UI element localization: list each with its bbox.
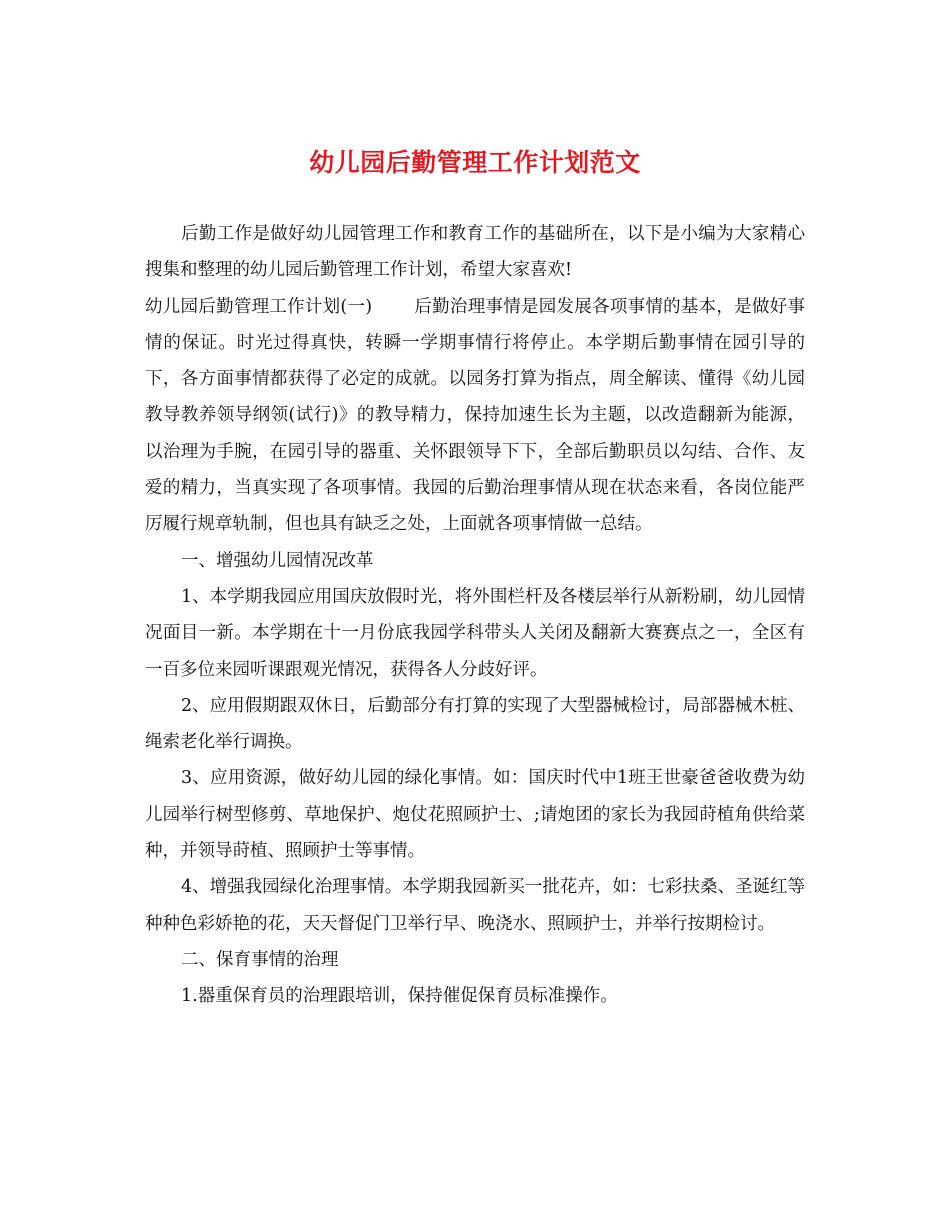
plan-heading: 幼儿园后勤管理工作计划(一) xyxy=(145,296,373,317)
list-item-4: 4、增强我园绿化治理事情。本学期我园新买一批花卉，如：七彩扶桑、圣诞红等种种色彩娇艳的花，天天督促门卫举行早、晚浇水、照顾护士，并举行按期检讨。 xyxy=(145,877,805,934)
section-heading-1: 一、增强幼儿园情况改革 xyxy=(181,550,374,571)
plan-paragraph xyxy=(145,289,805,543)
document-title: 幼儿园后勤管理工作计划范文 xyxy=(309,148,641,177)
plan-intro-text: 后勤治理事情是园发展各项事情的基本，是做好事情的保证。时光过得真快，转瞬一学期事情行将停止。本学期后勤事情在园引导的下，各方面事情都获得了必定的成就。以园务打算为指点，周全解读、懂得《幼儿园教导教养领导纲领(试行)》的教导精力，保持加速生长为主题，以改造翻新为能源，以治理为手腕，在园引导的器重、关怀跟领导下下，全部后勤职员以勾结、合作、友爱的精力，当真实现了各项事情。我园的后勤治理事情从现在状态来看，各岗位能严厉履行规章轨制，但也具有缺乏之处，上面就各项事情做一总结。 xyxy=(145,296,805,535)
list-item-1: 1、本学期我园应用国庆放假时光，将外围栏杆及各楼层举行从新粉刷，幼儿园情况面目一新。本学期在十一月份底我园学科带头人关闭及翻新大赛赛点之一，全区有一百多位来园听课跟观光情况，获得各人分歧好评。 xyxy=(145,586,805,680)
document-body xyxy=(145,216,805,1015)
list-item-2: 2、应用假期跟双休日，后勤部分有打算的实现了大型器械检讨，局部器械木桩、绳索老化举行调换。 xyxy=(145,695,805,753)
list-item-3: 3、应用资源，做好幼儿园的绿化事情。如：国庆时代中1班王世豪爸爸收费为幼儿园举行树型修剪、草地保护、炮仗花照顾护士、;请炮团的家长为我园莳植角供给菜种，并领导莳植、照顾护士等事情。 xyxy=(145,768,805,862)
list-item-5: 1.器重保育员的治理跟培训，保持催促保育员标准操作。 xyxy=(181,986,618,1007)
intro-paragraph: 后勤工作是做好幼儿园管理工作和教育工作的基础所在，以下是小编为大家精心搜集和整理的幼儿园后勤管理工作计划，希望大家喜欢! xyxy=(145,224,805,281)
section-heading-2: 二、保育事情的治理 xyxy=(181,949,339,970)
